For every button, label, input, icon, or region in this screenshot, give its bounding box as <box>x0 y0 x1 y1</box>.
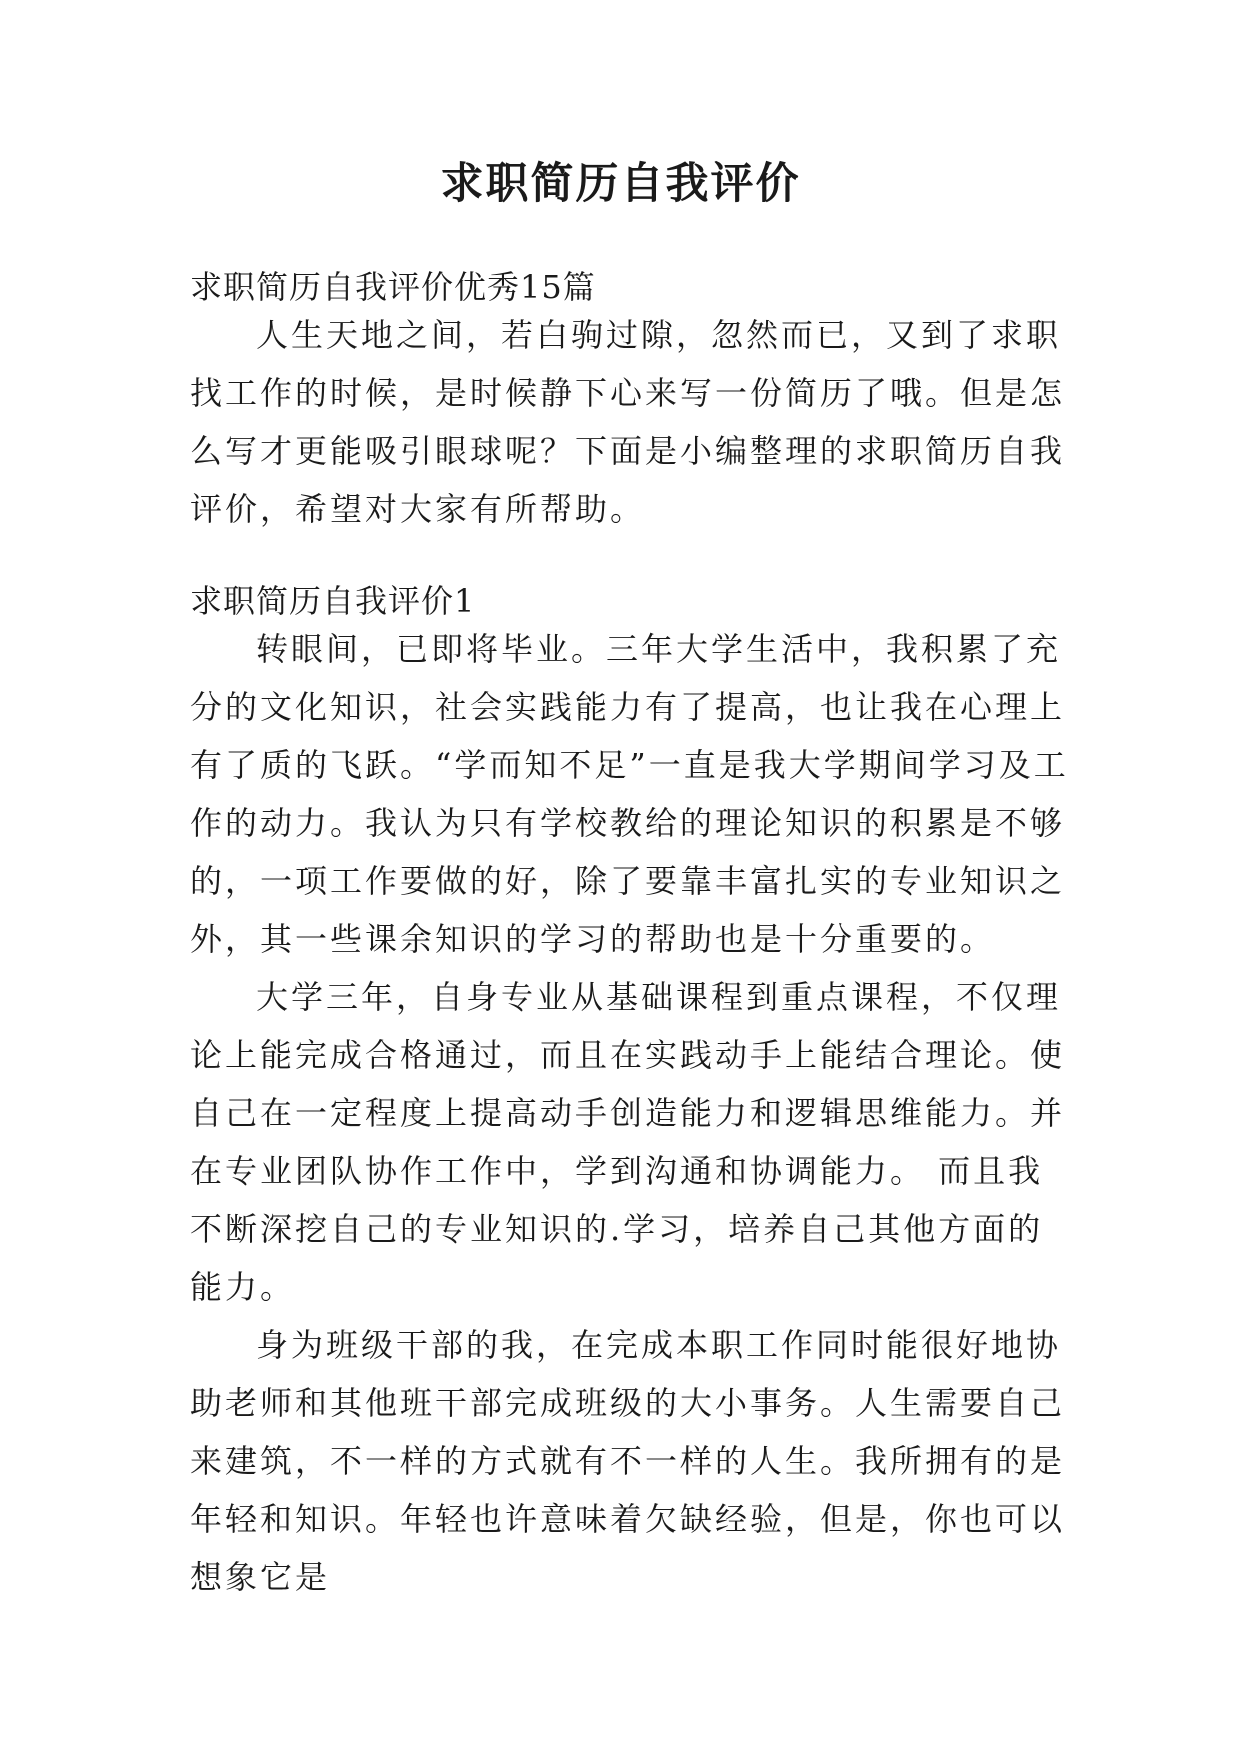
section-heading: 求职简历自我评价1 <box>190 582 476 620</box>
document-subtitle: 求职简历自我评价优秀15篇 <box>190 268 596 306</box>
body-paragraph-3: 身为班级干部的我，在完成本职工作同时能很好地协助老师和其他班干部完成班级的大小事务。人生需要自己来建筑，不一样的方式就有不一样的人生。我所拥有的是年轻和知识。年轻也许意味着欠缺经验，但是，你也可以想象它是 <box>190 1326 1066 1596</box>
section-body <box>190 620 1070 1606</box>
body-paragraph-2: 大学三年，自身专业从基础课程到重点课程，不仅理论上能完成合格通过，而且在实践动手上能结合理论。使自己在一定程度上提高动手创造能力和逻辑思维能力。并在专业团队协作工作中，学到沟通和协调能力。 而且我不断深挖自己的专业知识的.学习，培养自己其他方面的能力。 <box>190 978 1066 1306</box>
intro-paragraph: 人生天地之间，若白驹过隙，忽然而已，又到了求职找工作的时候，是时候静下心来写一份简历了哦。但是怎么写才更能吸引眼球呢？下面是小编整理的求职简历自我评价，希望对大家有所帮助。 <box>190 316 1066 528</box>
intro-block <box>190 306 1070 538</box>
page-title: 求职简历自我评价 <box>440 159 801 209</box>
body-paragraph-1: 转眼间，已即将毕业。三年大学生活中，我积累了充分的文化知识，社会实践能力有了提高，也让我在心理上有了质的飞跃。“学而知不足”一直是我大学期间学习及工作的动力。我认为只有学校教给的理论知识的积累是不够的，一项工作要做的好，除了要靠丰富扎实的专业知识之外，其一些课余知识的学习的帮助也是十分重要的。 <box>190 630 1069 958</box>
